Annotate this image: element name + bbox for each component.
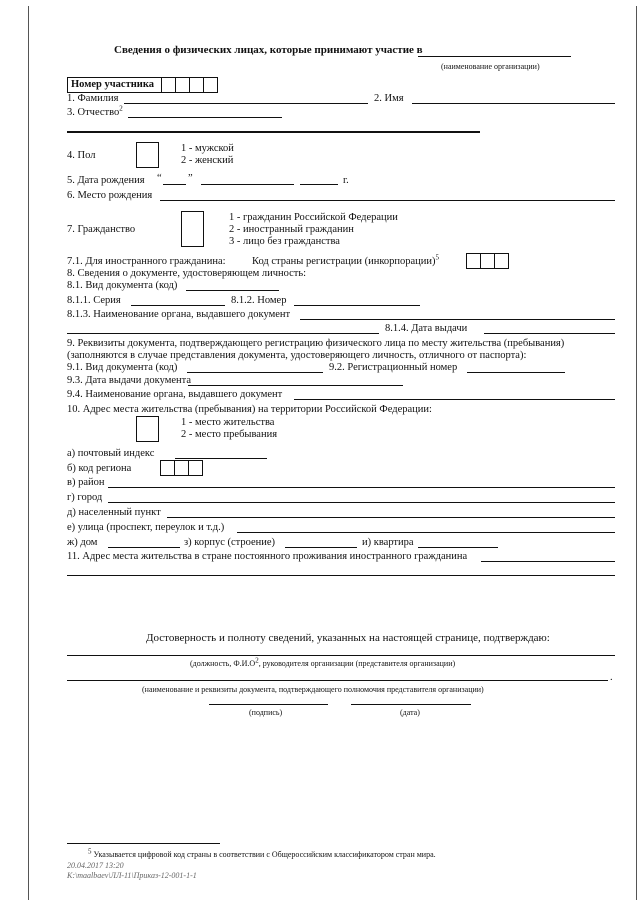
print-timestamp: 20.04.2017 13:20 bbox=[67, 861, 124, 870]
document-number-field[interactable] bbox=[294, 305, 420, 306]
organization-caption: (наименование организации) bbox=[441, 62, 540, 71]
sex-label: 4. Пол bbox=[67, 150, 96, 161]
country-code-label bbox=[252, 253, 440, 268]
apartment-label: и) квартира bbox=[362, 537, 414, 548]
region-code-label: б) код региона bbox=[67, 463, 132, 474]
birthplace-label: 6. Место рождения bbox=[67, 190, 153, 201]
sex-option-male: 1 - мужской bbox=[181, 143, 234, 154]
document-issuer-field-2[interactable] bbox=[67, 333, 379, 334]
sex-code-box[interactable] bbox=[136, 142, 159, 168]
reg-number-label: 9.2. Регистрационный номер bbox=[329, 362, 458, 373]
reg-document-type-label: 9.1. Вид документа (код) bbox=[67, 362, 178, 373]
quote-close: ” bbox=[188, 173, 193, 184]
district-field[interactable] bbox=[108, 487, 615, 488]
separator-line bbox=[67, 131, 480, 133]
reg-number-field[interactable] bbox=[467, 372, 565, 373]
reg-date-label: 9.3. Дата выдачи документа bbox=[67, 375, 192, 386]
locality-field[interactable] bbox=[167, 517, 615, 518]
birthdate-label: 5. Дата рождения bbox=[67, 175, 145, 186]
street-label: е) улица (проспект, переулок и т.д.) bbox=[67, 522, 225, 533]
apartment-field[interactable] bbox=[418, 547, 498, 548]
id-document-heading: 8. Сведения о документе, удостоверяющем личность: bbox=[67, 268, 307, 279]
participant-number-label: Номер участника bbox=[71, 79, 154, 90]
name-field[interactable] bbox=[412, 103, 615, 104]
footnote-separator bbox=[67, 843, 220, 844]
birthplace-field[interactable] bbox=[160, 200, 615, 201]
citizenship-option-foreign: 2 - иностранный гражданин bbox=[229, 224, 354, 235]
patronymic-field[interactable] bbox=[128, 117, 282, 118]
footnote-5-number: 5 bbox=[88, 847, 92, 856]
address-type-box[interactable] bbox=[136, 416, 159, 442]
organization-field[interactable] bbox=[418, 56, 571, 57]
country-code-text: Код страны регистрации (инкорпорации) bbox=[252, 256, 436, 267]
footnote-5-text: Указывается цифровой код страны в соответствии с Общероссийским классификатором стран мира. bbox=[93, 850, 436, 859]
period-mark: . bbox=[610, 672, 613, 683]
birth-day-field[interactable] bbox=[163, 184, 186, 185]
registration-doc-note: (заполняются в случае представления документа, удостоверяющего личность, отличного от паспорта): bbox=[67, 350, 527, 361]
reg-document-type-field[interactable] bbox=[187, 372, 323, 373]
participant-number-cells[interactable] bbox=[161, 77, 218, 93]
foreign-citizen-label: 7.1. Для иностранного гражданина: bbox=[67, 256, 226, 267]
file-path-stamp: К:\maalbaev\ЛЛ-11\Приказ-12-001-1-1 bbox=[67, 871, 197, 880]
house-field[interactable] bbox=[108, 547, 180, 548]
citizenship-label: 7. Гражданство bbox=[67, 224, 136, 235]
birth-month-field[interactable] bbox=[201, 184, 294, 185]
reg-issuer-field[interactable] bbox=[294, 399, 615, 400]
position-footnote-mark: 2 bbox=[255, 656, 259, 665]
building-field[interactable] bbox=[285, 547, 357, 548]
citizenship-option-stateless: 3 - лицо без гражданства bbox=[229, 236, 340, 247]
document-number-label: 8.1.2. Номер bbox=[231, 295, 287, 306]
sex-option-female: 2 - женский bbox=[181, 155, 234, 166]
postal-code-label: а) почтовый индекс bbox=[67, 448, 155, 459]
patronymic-label bbox=[67, 104, 123, 119]
issue-date-field[interactable] bbox=[484, 333, 615, 334]
position-caption-a: (должность, Ф.И.О bbox=[190, 659, 256, 668]
document-type-label: 8.1. Вид документа (код) bbox=[67, 280, 178, 291]
document-series-field[interactable] bbox=[131, 305, 225, 306]
document-issuer-label: 8.1.3. Наименование органа, выдавшего документ bbox=[67, 309, 291, 320]
patronymic-text: 3. Отчество bbox=[67, 107, 120, 118]
citizenship-option-rf: 1 - гражданин Российской Федерации bbox=[229, 212, 398, 223]
document-type-field[interactable] bbox=[186, 290, 279, 291]
issue-date-label: 8.1.4. Дата выдачи bbox=[385, 323, 468, 334]
position-caption-b: , руководителя организации (представителя организации) bbox=[258, 659, 456, 668]
authority-document-caption: (наименование и реквизиты документа, подтверждающего полномочия представителя организации) bbox=[142, 685, 484, 694]
surname-field[interactable] bbox=[124, 103, 368, 104]
region-code-cells[interactable] bbox=[160, 460, 203, 476]
authority-document-field[interactable] bbox=[67, 680, 608, 681]
citizenship-code-box[interactable] bbox=[181, 211, 204, 247]
building-label: з) корпус (строение) bbox=[184, 537, 276, 548]
position-name-field[interactable] bbox=[67, 655, 615, 656]
date-field[interactable] bbox=[351, 704, 471, 705]
signature-caption: (подпись) bbox=[249, 708, 283, 717]
foreign-address-field-2[interactable] bbox=[67, 575, 615, 576]
district-label: в) район bbox=[67, 477, 105, 488]
footnote-2-mark: 2 bbox=[119, 104, 123, 113]
reg-issuer-label: 9.4. Наименование органа, выдавшего документ bbox=[67, 389, 283, 400]
country-code-cells[interactable] bbox=[466, 253, 509, 269]
foreign-address-field[interactable] bbox=[481, 561, 615, 562]
address-option-stay: 2 - место пребывания bbox=[181, 429, 278, 440]
street-field[interactable] bbox=[237, 532, 615, 533]
city-field[interactable] bbox=[108, 502, 615, 503]
city-label: г) город bbox=[67, 492, 103, 503]
house-label: ж) дом bbox=[67, 537, 98, 548]
address-option-residence: 1 - место жительства bbox=[181, 417, 275, 428]
name-label: 2. Имя bbox=[374, 93, 404, 104]
surname-label: 1. Фамилия bbox=[67, 93, 119, 104]
footnote-5-mark: 5 bbox=[435, 253, 440, 262]
document-issuer-field[interactable] bbox=[300, 319, 615, 320]
reg-date-field[interactable] bbox=[188, 385, 403, 386]
participant-number-label-box bbox=[67, 77, 162, 93]
locality-label: д) населенный пункт bbox=[67, 507, 161, 518]
quote-open: “ bbox=[157, 173, 162, 184]
position-name-caption bbox=[190, 658, 455, 670]
form-title: Сведения о физических лицах, которые принимают участие в bbox=[114, 44, 423, 56]
postal-code-field[interactable] bbox=[175, 458, 267, 459]
date-caption: (дата) bbox=[400, 708, 420, 717]
confirmation-text: Достоверность и полноту сведений, указанных на настоящей странице, подтверждаю: bbox=[146, 632, 550, 644]
signature-field[interactable] bbox=[209, 704, 328, 705]
birth-year-field[interactable] bbox=[300, 184, 338, 185]
foreign-address-label: 11. Адрес места жительства в стране постоянного проживания иностранного гражданина bbox=[67, 551, 468, 562]
year-suffix: г. bbox=[343, 175, 349, 186]
document-series-label: 8.1.1. Серия bbox=[67, 295, 121, 306]
address-heading: 10. Адрес места жительства (пребывания) на территории Российской Федерации: bbox=[67, 404, 432, 415]
registration-doc-heading: 9. Реквизиты документа, подтверждающего регистрацию физического лица по месту жительства (пребывания) bbox=[67, 338, 565, 349]
